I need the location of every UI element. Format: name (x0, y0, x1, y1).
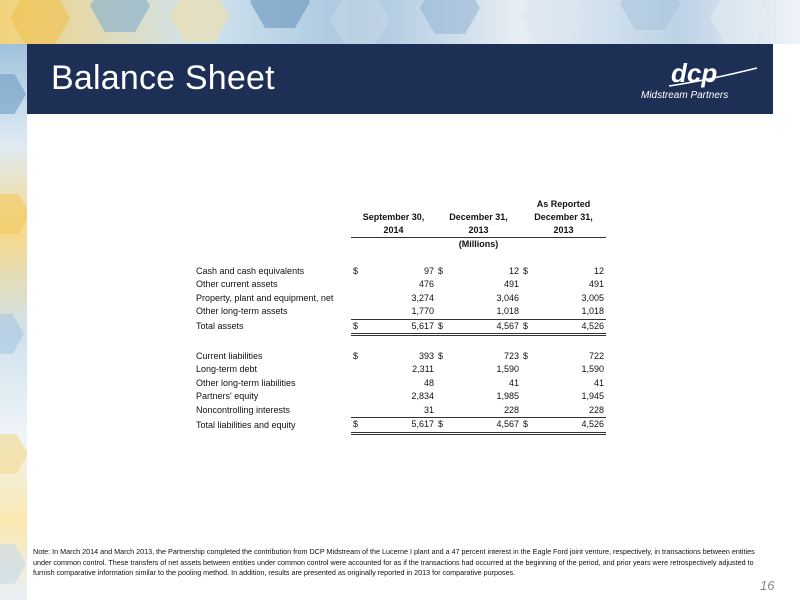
table-row: Cash and cash equivalents $ 97 $ 12 $ 12 (196, 265, 605, 276)
header-decoration (0, 0, 800, 44)
page-title: Balance Sheet (51, 59, 275, 97)
as-reported-label: As Reported (536, 199, 591, 209)
left-decoration (0, 44, 27, 600)
table-row: Total assets $ 5,617 $ 4,567 $ 4,526 (196, 319, 606, 335)
col2-header-line2: 2013 (468, 225, 489, 235)
table-row: Partners' equity 2,834 1,985 1,945 (196, 391, 605, 401)
table-row: Other long-term assets 1,770 1,018 1,018 (196, 305, 606, 319)
dcp-logo (639, 56, 769, 104)
units-label: (Millions) (351, 238, 606, 252)
col3-header-line2: 2013 (553, 225, 574, 235)
table-row: Total liabilities and equity $ 5,617 $ 4,567 $ 4,526 (196, 418, 606, 434)
table-row: Other current assets 476 491 491 (196, 279, 605, 289)
col2-header-line1: December 31, (449, 212, 508, 222)
table-row: Noncontrolling interests 31 228 228 (196, 404, 606, 418)
table-row: Current liabilities $ 393 $ 723 $ 722 (196, 350, 605, 361)
page-number: 16 (760, 578, 775, 593)
col1-header-line1: September 30, (362, 212, 425, 222)
title-bar (27, 44, 773, 114)
col3-header-line1: December 31, (534, 212, 593, 222)
table-row: Property, plant and equipment, net 3,274 3,046 3,005 (196, 292, 605, 303)
logo-brand-text: dcp (671, 58, 718, 88)
table-row: Long-term debt 2,311 1,590 1,590 (196, 364, 605, 374)
footnote: Note: In March 2014 and March 2013, the Partnership completed the contribution from DCP Midstream of the Lucerne I plant and a 47 percent interest in the Eagle Ford joint venture, respectively, in transactions between entities under common control. These transfers of net assets between entities under common control were accounted for as if the transactions had occurred at the beginning of the period, and prior years were retrospectively adjusted to furnish comparative information similar to the pooling method. In addition, results are presented as originally reported in 2013 for comparative purposes. (33, 547, 755, 577)
col1-header-line2: 2014 (383, 225, 404, 235)
logo-subtitle-text: Midstream Partners (641, 90, 729, 101)
balance-sheet-table (196, 198, 606, 435)
table-row: Other long-term liabilities 48 41 41 (196, 377, 605, 388)
